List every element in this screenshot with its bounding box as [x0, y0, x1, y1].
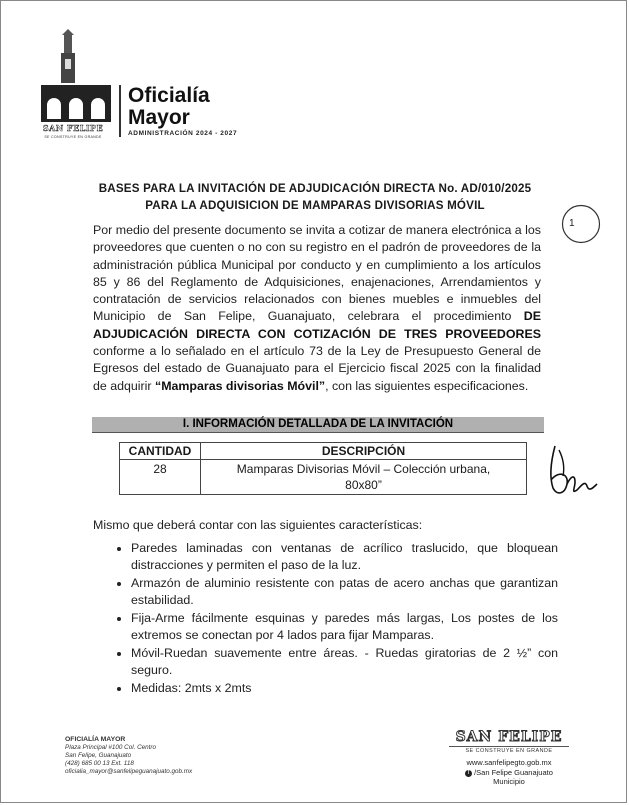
facebook-icon: f [465, 770, 472, 777]
footer-brand-block [449, 729, 569, 786]
footer-facebook: f /San Felipe Guanajuato Municipio [449, 768, 569, 786]
header-cantidad: CANTIDAD [120, 443, 201, 460]
document-title-line2: PARA LA ADQUISICION DE MAMPARAS DIVISORIAS MÓVIL [145, 199, 485, 212]
logo-divider [119, 85, 121, 137]
crest-town-name: SAN FELIPE [42, 123, 104, 133]
footer-brand: SAN FELIPE [455, 729, 563, 745]
list-item: • Paredes laminadas con ventanas de acrílico traslucido, que bloquean distracciones y permiten el paso de la luz. [131, 540, 558, 573]
list-item: • Armazón de aluminio resistente con patas de acero anchas que garantizan estabilidad. [131, 575, 558, 608]
features-list [93, 540, 558, 699]
header-descripcion: DESCRIPCIÓN [201, 443, 527, 460]
table-row [120, 460, 527, 495]
list-item: • Móvil-Ruedan suavemente entre áreas. - Ruedas giratorias de 2 ½” con seguro. [131, 645, 558, 678]
section-heading: I. INFORMACIÓN DETALLADA DE LA INVITACIÓN [92, 417, 544, 433]
footer-email: oficialia_mayor@sanfelipeguanajuato.gob.mx [65, 768, 193, 775]
footer-website: www.sanfelipegto.gob.mx [466, 758, 552, 767]
footer-address1: Plaza Principal #100 Col. Centro [65, 744, 157, 751]
admin-period: ADMINISTRACIÓN 2024 - 2027 [128, 130, 238, 137]
list-item: • Medidas: 2mts x 2mts [131, 680, 558, 697]
features-intro: Mismo que deberá contar con las siguientes características: [93, 518, 423, 532]
document-title-line1: BASES PARA LA INVITACIÓN DE ADJUDICACIÓN DIRECTA No. AD/010/2025 [98, 182, 532, 195]
footer-org: OFICIALÍA MAYOR [65, 736, 126, 743]
intro-paragraph: Por medio del presente documento se invita a cotizar de manera electrónica a los proveedores que cuenten o no con su registro en el padrón de proveedores de la administración pública Municipal por conducto y en cumplimiento a los artículos 85 y 86 del Reglamento de Adquisiciones, enajenaciones, Arrendamientos y contratación de servicios relacionados con bienes muebles e inmuebles del Municipio de San Felipe, Guanajuato, celebrara el procedimiento DE ADJUDICACIÓN DIRECTA CON COTIZACIÓN DE TRES PROVEEDORES conforme a lo señalado en el artículo 73 de la Ley de Presupuesto General de Egresos del estado de Guanajuato para el Ejercicio fiscal 2025 con la finalidad de adquirir “Mamparas divisorias Móvil”, con las siguientes especificaciones. [93, 223, 541, 393]
page-number: 1 [569, 218, 575, 229]
items-table [119, 442, 527, 495]
cell-descripcion: Mamparas Divisorias Móvil – Colección urbana, 80x80” [201, 460, 527, 495]
cell-cantidad: 28 [120, 460, 201, 495]
footer-phone: (428) 685 00 13 Ext. 118 [65, 760, 134, 767]
footer-contact [65, 736, 192, 776]
handwritten-signature [541, 436, 611, 506]
oficialia-mayor-title: Oficialía Mayor [128, 84, 210, 129]
footer-address2: San Felipe, Guanajuato [65, 752, 132, 759]
list-item: • Fija-Arme fácilmente esquinas y paredes más largas, Los postes de los extremos se conectan por 4 lados para fijar Mamparas. [131, 610, 558, 643]
footer-tagline: SE CONSTRUYE EN GRANDE [449, 746, 569, 754]
crest-motto: SE CONSTRUYE EN GRANDE [44, 135, 102, 139]
